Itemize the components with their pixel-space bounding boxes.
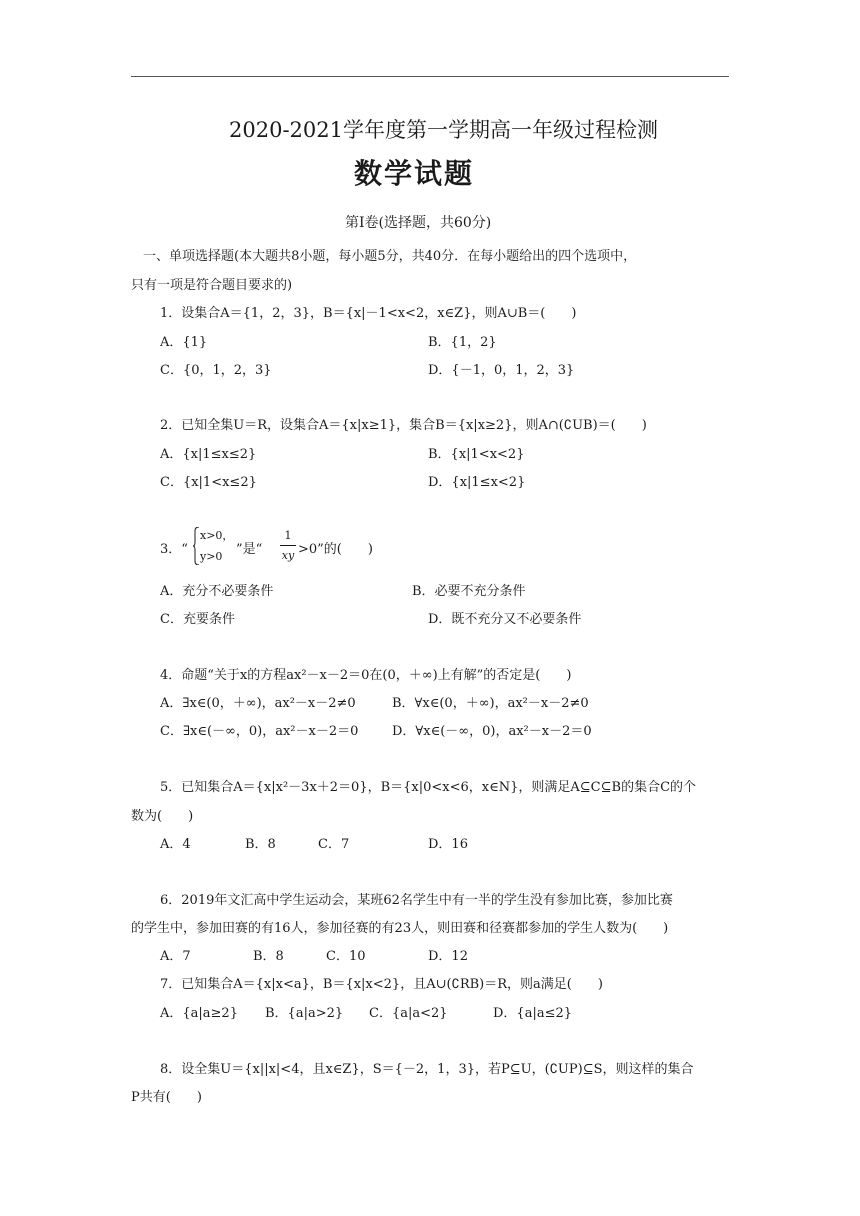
q8-stem-line2: P共有( ) (131, 1090, 202, 1105)
q7-option-b: B．{a|a>2} (265, 1006, 344, 1021)
q3-option-c: C．充要条件 (160, 612, 235, 627)
exam-title: 2020-2021学年度第一学期高一年级过程检测 (229, 118, 658, 142)
q1-option-b: B．{1，2} (428, 335, 497, 350)
q5-option-d: D．16 (428, 837, 468, 852)
q3-suffix: >0”的( ) (298, 542, 373, 557)
q6-option-a: A．7 (160, 949, 191, 964)
q3-option-b: B．必要不充分条件 (412, 584, 526, 599)
part1-intro-line2: 只有一项是符合题目要求的) (131, 278, 293, 293)
part1-intro-line1: 一、单项选择题(本大题共8小题，每小题5分，共40分．在每小题给出的四个选项中， (143, 249, 637, 264)
fraction-bar (280, 545, 296, 546)
q5-option-b: B．8 (245, 837, 276, 852)
q2-option-c: C．{x|1<x≤2} (160, 475, 257, 490)
q3-fraction-numerator: 1 (284, 529, 292, 542)
q6-stem-line1: 6．2019年文汇高中学生运动会，某班62名学生中有一半的学生没有参加比赛，参加比赛 (160, 893, 673, 908)
q4-option-d: D．∀x∈(－∞，0)，ax²－x－2＝0 (392, 724, 592, 739)
q6-option-b: B．8 (253, 949, 284, 964)
header-rule (131, 76, 729, 77)
q3-system-line2: y>0 (200, 550, 223, 563)
q1-option-c: C．{0，1，2，3} (160, 363, 272, 378)
q4-stem: 4．命题“关于x的方程ax²－x－2＝0在(0，＋∞)上有解”的否定是( ) (160, 668, 572, 683)
q1-option-a: A．{1} (160, 335, 208, 350)
q3-option-d: D．既不充分又不必要条件 (428, 612, 582, 627)
q1-stem: 1．设集合A＝{1，2，3}，B＝{x|－1<x<2，x∈Z}，则A∪B＝( ) (160, 306, 577, 321)
q6-option-d: D．12 (428, 949, 468, 964)
q5-stem-line1: 5．已知集合A＝{x|x²－3x＋2＝0}，B＝{x|0<x<6，x∈N}，则满足A⊆C⊆B的集合C的个 (160, 780, 697, 795)
q2-option-d: D．{x|1≤x<2} (428, 475, 526, 490)
q3-option-a: A．充分不必要条件 (160, 584, 274, 599)
q7-option-d: D．{a|a≤2} (493, 1006, 573, 1021)
q2-stem: 2．已知全集U＝R，设集合A＝{x|x≥1}，集合B＝{x|x≥2}，则A∩(∁UB)＝( ) (160, 418, 647, 433)
q7-option-a: A．{a|a≥2} (160, 1006, 238, 1021)
q5-option-c: C．7 (318, 837, 350, 852)
q7-stem: 7．已知集合A＝{x|x<a}，B＝{x|x<2}，且A∪(∁RB)＝R，则a满足( ) (160, 977, 603, 992)
q2-option-a: A．{x|1≤x≤2} (160, 447, 257, 462)
q2-option-b: B．{x|1<x<2} (428, 447, 525, 462)
subject-title: 数学试题 (354, 157, 475, 190)
q8-stem-line1: 8．设全集U＝{x||x|<4，且x∈Z}，S＝{－2，1，3}，若P⊆U，(∁UP)⊆S，则这样的集合 (160, 1062, 694, 1077)
section-heading: 第Ⅰ卷(选择题，共60分) (345, 215, 492, 231)
q4-option-c: C．∃x∈(－∞，0)，ax²－x－2＝0 (160, 724, 359, 739)
q3-fraction-denominator: xy (281, 549, 295, 562)
q4-option-a: A．∃x∈(0，＋∞)，ax²－x－2≠0 (160, 696, 356, 711)
q3-system-line1: x>0， (200, 529, 234, 542)
q3-prefix: 3．“ (160, 542, 188, 557)
brace-symbol (193, 527, 199, 565)
q4-option-b: B．∀x∈(0，＋∞)，ax²－x－2≠0 (392, 696, 589, 711)
q1-option-d: D．{－1，0，1，2，3} (428, 363, 575, 378)
q7-option-c: C．{a|a<2} (369, 1006, 448, 1021)
q3-mid: ”是“ (236, 542, 263, 557)
q5-stem-line2: 数为( ) (131, 809, 194, 824)
q6-stem-line2: 的学生中，参加田赛的有16人，参加径赛的有23人，则田赛和径赛都参加的学生人数为( ) (131, 921, 669, 936)
q5-option-a: A．4 (160, 837, 191, 852)
q6-option-c: C．10 (326, 949, 366, 964)
